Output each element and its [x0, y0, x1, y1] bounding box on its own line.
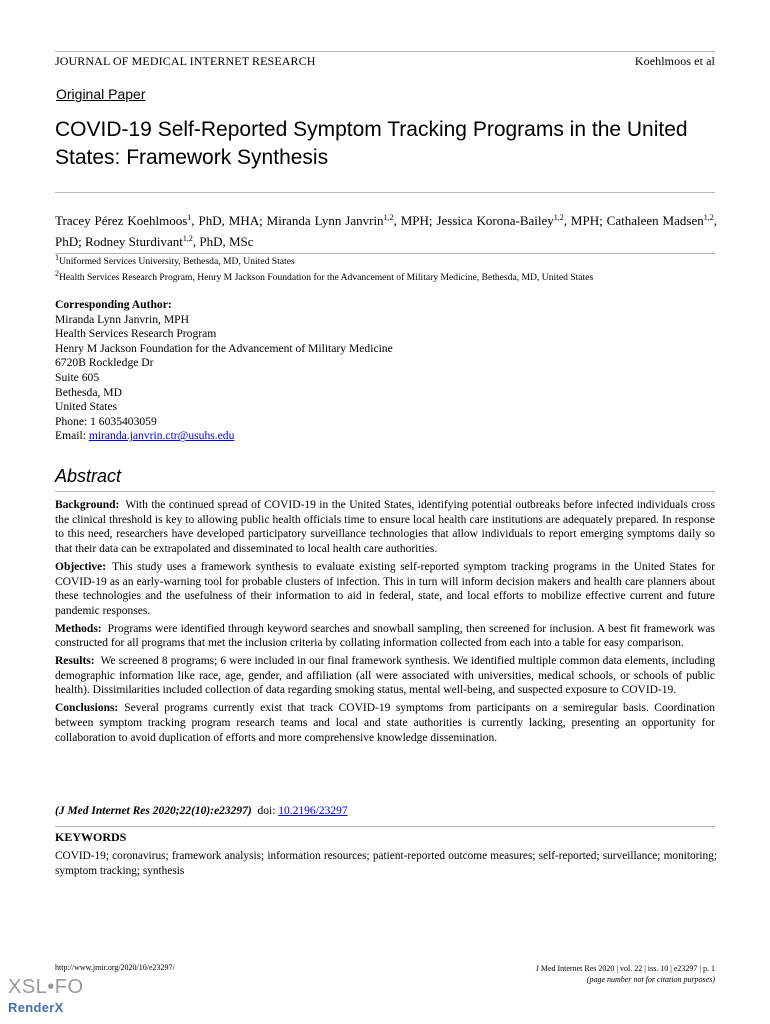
affiliation-1: $^1$Uniformed Services University, Bethesda, MD, United States	[55, 253, 295, 267]
keywords-rule	[55, 826, 715, 827]
corr-email-line: Email: miranda.janvrin.ctr@usuhs.edu	[55, 429, 235, 443]
author-rule	[55, 253, 715, 254]
abstract-objective: Objective: This study uses a framework synthesis to evaluate existing self-reported symptom tracking programs in the United States for COVID-19 as an early-warning tool for probable clusters of infection. This in turn will inform decision makers and health care planners about these technologies and the usefulness of their information to aid in federal, state, and local efforts to mobilize effective current and future pandemic responses.	[55, 560, 715, 617]
author-degrees: , PhD, MHA;	[191, 213, 267, 228]
renderx-logo	[8, 976, 84, 1015]
author-degrees: , MPH;	[393, 213, 437, 228]
email-link[interactable]: miranda.janvrin.ctr@usuhs.edu	[88, 429, 235, 443]
header-authors: Koehlmoos et al	[634, 54, 715, 68]
title-rule	[55, 192, 715, 193]
author-affiliation-marker: 1	[187, 213, 192, 222]
author-name: Tracey Pérez Koehlmoos	[55, 213, 188, 228]
header-top-rule	[55, 51, 715, 52]
author-affiliation-marker: 1,2	[383, 213, 394, 222]
author-name: Rodney Sturdivant	[84, 234, 183, 249]
author-name: Miranda Lynn Janvrin	[266, 213, 384, 228]
author-degrees: , PhD, MSc	[192, 234, 254, 249]
abstract-rule	[55, 491, 715, 492]
abstract-results: Results: We screened 8 programs; 6 were included in our final framework synthesis. We identified multiple common data elements, including demographic information like race, age, gender, and affiliation (all were associated with universities, medical schools, or schools of public health). Dissimilarities included collection of data regarding smoking status, mental well-being, and suspected exposure to COVID-19.	[55, 655, 715, 697]
logo-renderx-text: RenderX	[8, 1000, 64, 1015]
page-title: COVID-19 Self-Reported Symptom Tracking Programs in the United States: Framework Synthesis	[55, 118, 688, 169]
doi-link[interactable]: 10.2196/23297	[278, 805, 348, 817]
author-affiliation-marker: 1,2	[703, 213, 714, 222]
corr-line: Phone: 1 6035403059	[55, 414, 157, 428]
corr-line: Bethesda, MD	[55, 385, 122, 399]
footer-url: http://www.jmir.org/2020/10/e23297/	[55, 963, 175, 972]
footer-journal-info: J Med Internet Res 2020 | vol. 22 | iss. 10 | e23297 | p. 1 (page number not for citation purposes)	[535, 964, 715, 984]
article-type: Original Paper	[56, 86, 146, 102]
keywords-heading: KEYWORDS	[55, 830, 127, 844]
author-name: Jessica Korona-Bailey	[436, 213, 554, 228]
author-list	[55, 210, 717, 252]
corr-line: Suite 605	[55, 370, 100, 384]
affiliation-2: $^2$Health Services Research Program, Henry M Jackson Foundation for the Advancement of Military Medicine, Bethesda, MD, United States	[55, 269, 594, 283]
corresponding-author-block	[55, 298, 393, 444]
author-name: Cathaleen Madsen	[606, 213, 704, 228]
author-degrees: , MPH;	[563, 213, 607, 228]
abstract-heading: Abstract	[55, 466, 122, 486]
author-affiliation-marker: 1,2	[553, 213, 564, 222]
author-degrees: , PhD;	[55, 213, 717, 249]
abstract-conclusions: Conclusions: Several programs currently exist that track COVID-19 symptoms from participants on a semiregular basis. Coordination between symptom tracking program research teams and local and state authorities is currently lacking, presenting an opportunity for collaboration to avoid duplication of efforts and more comprehensive knowledge dissemination.	[55, 702, 715, 744]
corr-line: United States	[55, 400, 118, 414]
author-affiliation-marker: 1,2	[182, 234, 193, 243]
corr-line: Henry M Jackson Foundation for the Advancement of Military Medicine	[55, 341, 393, 355]
logo-xslfo-text: XSL•FO	[8, 976, 84, 998]
corr-line: Health Services Research Program	[55, 327, 217, 341]
abstract-background: Background: With the continued spread of COVID-19 in the United States, identifying potential outbreaks before infected individuals cross the clinical threshold is key to allowing public health officials time to ensure local health care institutions are adequately prepared. In response to this need, researchers have developed participatory surveillance technologies that allow individuals to report emerging symptoms daily so that their data can be extrapolated and disseminated to local health care authorities.	[55, 499, 715, 556]
corr-line: 6720B Rockledge Dr	[55, 356, 154, 370]
journal-name: JOURNAL OF MEDICAL INTERNET RESEARCH	[55, 54, 316, 68]
citation: (J Med Internet Res 2020;22(10):e23297) doi: 10.2196/23297	[55, 805, 348, 817]
keywords-text: COVID-19; coronavirus; framework analysis; information resources; patient-reported outcome measures; self-reported; surveillance; monitoring; symptom tracking; synthesis	[55, 850, 717, 877]
abstract-body	[55, 498, 715, 748]
corresponding-heading: Corresponding Author:	[55, 298, 172, 311]
corr-line: Miranda Lynn Janvrin, MPH	[55, 312, 189, 326]
abstract-methods: Methods: Programs were identified through keyword searches and snowball sampling, then screened for inclusion. A best fit framework was constructed for all programs that met the inclusion criteria by collating information collected from each into a table for easy comparison.	[55, 622, 715, 650]
